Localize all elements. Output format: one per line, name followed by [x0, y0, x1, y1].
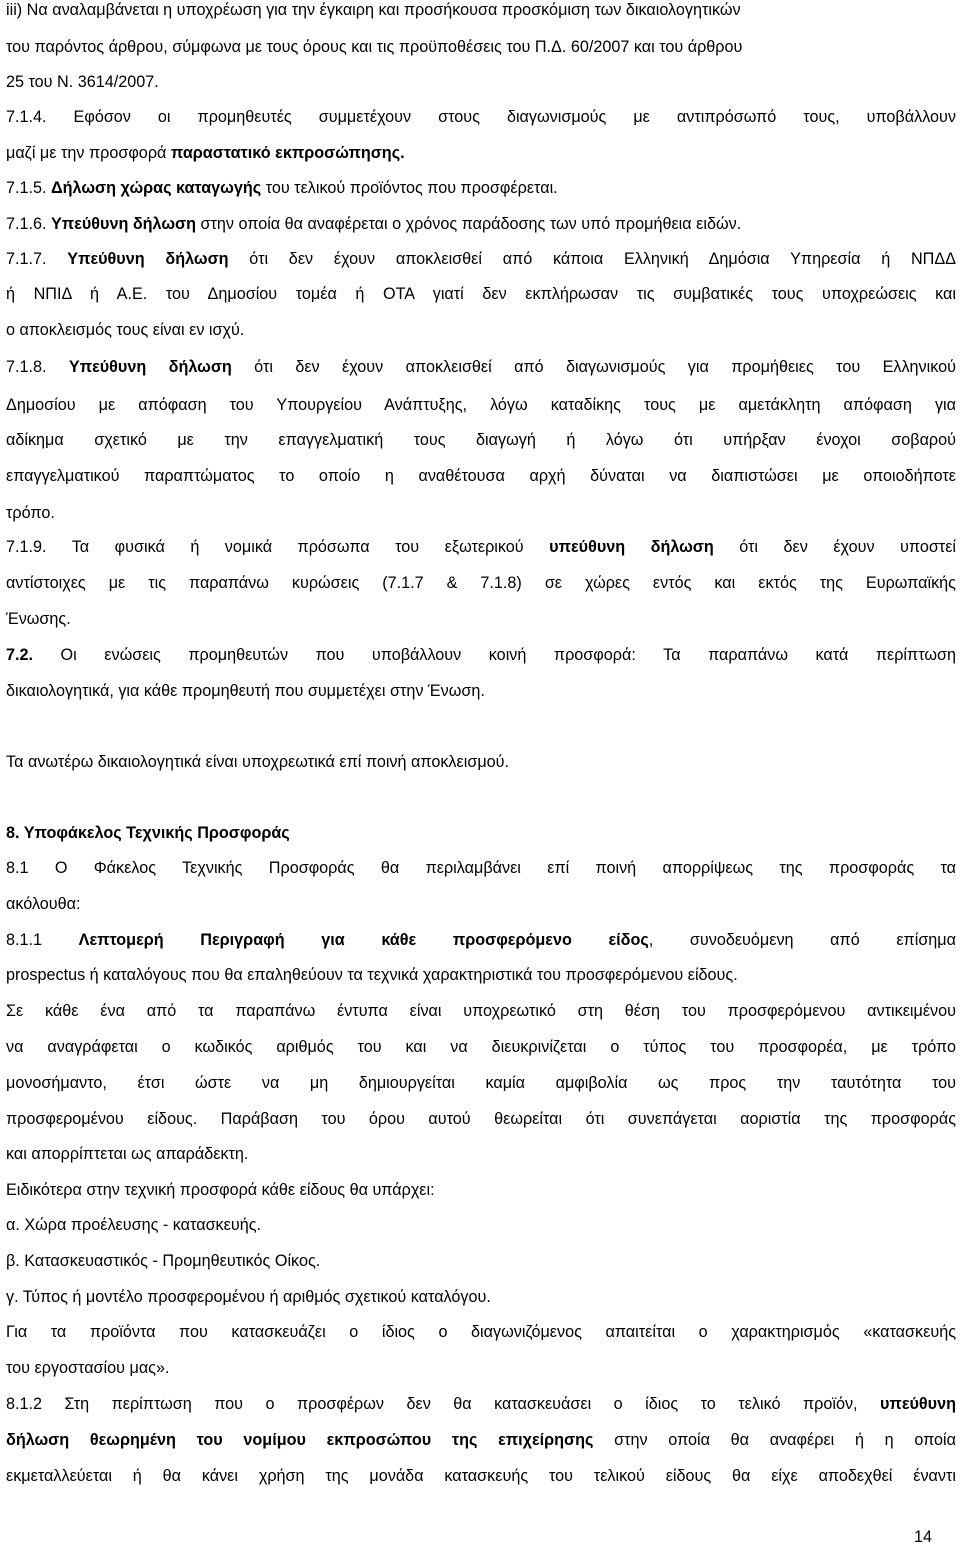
text-line: εκμεταλλεύεται ή θα κάνει χρήση της μονάδα κατασκευής του τελικού είδους θα είχε αποδεχθεί έναντι [6, 1467, 956, 1485]
text-line: 7.1.5. Δήλωση χώρας καταγωγής του τελικού προϊόντος που προσφέρεται. [6, 179, 558, 197]
text-line: προσφερομένου είδους. Παράβαση του όρου αυτού θεωρείται ότι συνεπάγεται αοριστία της προσφοράς [6, 1110, 956, 1128]
text-line: ο αποκλεισμός τους είναι εν ισχύ. [6, 321, 245, 339]
text-line: 7.1.6. Υπεύθυνη δήλωση στην οποία θα αναφέρεται ο χρόνος παράδοσης των υπό προμήθεια ειδών. [6, 215, 742, 233]
text-line: 7.1.9. Τα φυσικά ή νομικά πρόσωπα του εξωτερικού υπεύθυνη δήλωση ότι δεν έχουν υποστεί [6, 538, 957, 556]
text-line: και απορρίπτεται ως απαράδεκτη. [6, 1145, 249, 1163]
text-line: 7.2. Οι ενώσεις προμηθευτών που υποβάλλουν κοινή προσφορά: Τα παραπάνω κατά περίπτωση [6, 646, 956, 664]
text-line: αντίστοιχες με τις παραπάνω κυρώσεις (7.1.7 & 7.1.8) σε χώρες εντός και εκτός της Ευρωπαϊκής [6, 574, 956, 592]
text-line: του εργοστασίου μας». [6, 1359, 170, 1377]
text-line: δήλωση θεωρημένη του νομίμου εκπροσώπου της επιχείρησης στην οποία θα αναφέρει ή η οποία [6, 1431, 957, 1449]
text-line: β. Κατασκευαστικός - Προμηθευτικός Οίκος. [6, 1252, 321, 1270]
text-line: μαζί με την προσφορά παραστατικό εκπροσώπησης. [6, 144, 405, 162]
text-line: του παρόντος άρθρου, σύμφωνα με τους όρους και τις προϋποθέσεις του Π.Δ. 60/2007 και του άρθρου [6, 38, 743, 56]
text-line: Ένωσης. [6, 610, 71, 628]
text-line: 8.1.1 Λεπτομερή Περιγραφή για κάθε προσφερόμενο είδος, συνοδευόμενη από επίσημα [6, 931, 956, 949]
text-line: γ. Τύπος ή μοντέλο προσφερομένου ή αριθμός σχετικού καταλόγου. [6, 1288, 491, 1306]
text-line: 8.1.2 Στη περίπτωση που ο προσφέρων δεν θα κατασκευάσει ο ίδιος το τελικό προϊόν, υπεύθυνη [6, 1395, 956, 1413]
page-number: 14 [913, 1528, 932, 1546]
text-line: 7.1.7. Υπεύθυνη δήλωση ότι δεν έχουν αποκλεισθεί από κάποια Ελληνική Δημόσια Υπηρεσία ή ΝΠΔΔ [6, 250, 956, 268]
text-line: 7.1.4. Εφόσον οι προμηθευτές συμμετέχουν στους διαγωνισμούς με αντιπρόσωπό τους, υποβάλλουν [6, 108, 956, 126]
text-line: 25 του Ν. 3614/2007. [6, 73, 159, 91]
text-line: iii) Να αναλαμβάνεται η υποχρέωση για την έγκαιρη και προσήκουσα προσκόμιση των δικαιολογητικών [6, 1, 741, 19]
text-line: 8.1 Ο Φάκελος Τεχνικής Προσφοράς θα περιλαμβάνει επί ποινή απορρίψεως της προσφοράς τα [6, 859, 956, 877]
section-heading: 8. Υποφάκελος Τεχνικής Προσφοράς [6, 824, 290, 842]
text-line: Τα ανωτέρω δικαιολογητικά είναι υποχρεωτικά επί ποινή αποκλεισμού. [6, 753, 509, 771]
text-line: δικαιολογητικά, για κάθε προμηθευτή που συμμετέχει στην Ένωση. [6, 682, 485, 700]
text-line: Ειδικότερα στην τεχνική προσφορά κάθε είδους θα υπάρχει: [6, 1181, 435, 1199]
text-line: Δημοσίου με απόφαση του Υπουργείου Ανάπτυξης, λόγω καταδίκης τους με αμετάκλητη απόφαση για [6, 396, 956, 414]
text-line: αδίκημα σχετικό με την επαγγελματική τους διαγωγή ή λόγω ότι υπήρξαν ένοχοι σοβαρού [6, 431, 956, 449]
text-line: Σε κάθε ένα από τα παραπάνω έντυπα είναι υποχρεωτικό στη θέση του προσφερόμενου αντικειμένου [6, 1002, 956, 1020]
text-line: επαγγελματικού παραπτώματος το οποίο η αναθέτουσα αρχή δύναται να διαπιστώσει με οποιοδήποτε [6, 467, 956, 485]
text-line: μονοσήμαντο, έτσι ώστε να μη δημιουργείται καμία αμφιβολία ως προς την ταυτότητα του [6, 1074, 956, 1092]
text-line: Για τα προϊόντα που κατασκευάζει ο ίδιος ο διαγωνιζόμενος απαιτείται ο χαρακτηρισμός «κατασκευής [6, 1323, 956, 1341]
text-line: ακόλουθα: [6, 895, 81, 913]
text-line: α. Χώρα προέλευσης - κατασκευής. [6, 1216, 262, 1234]
text-line: 7.1.8. Υπεύθυνη δήλωση ότι δεν έχουν αποκλεισθεί από διαγωνισμούς για προμήθειες του Ελληνικού [6, 358, 956, 376]
text-line: ή ΝΠΙΔ ή Α.Ε. του Δημοσίου τομέα ή ΟΤΑ γιατί δεν εκπλήρωσαν τις συμβατικές τους υποχρεώσεις και [6, 285, 956, 303]
text-line: τρόπο. [6, 504, 55, 522]
text-line: prospectus ή καταλόγους που θα επαληθεύουν τα τεχνικά χαρακτηριστικά του προσφερόμενου είδους. [6, 966, 738, 984]
text-line: να αναγράφεται ο κωδικός αριθμός του και να διευκρινίζεται ο τύπος του προσφορέα, με τρόπο [6, 1038, 956, 1056]
